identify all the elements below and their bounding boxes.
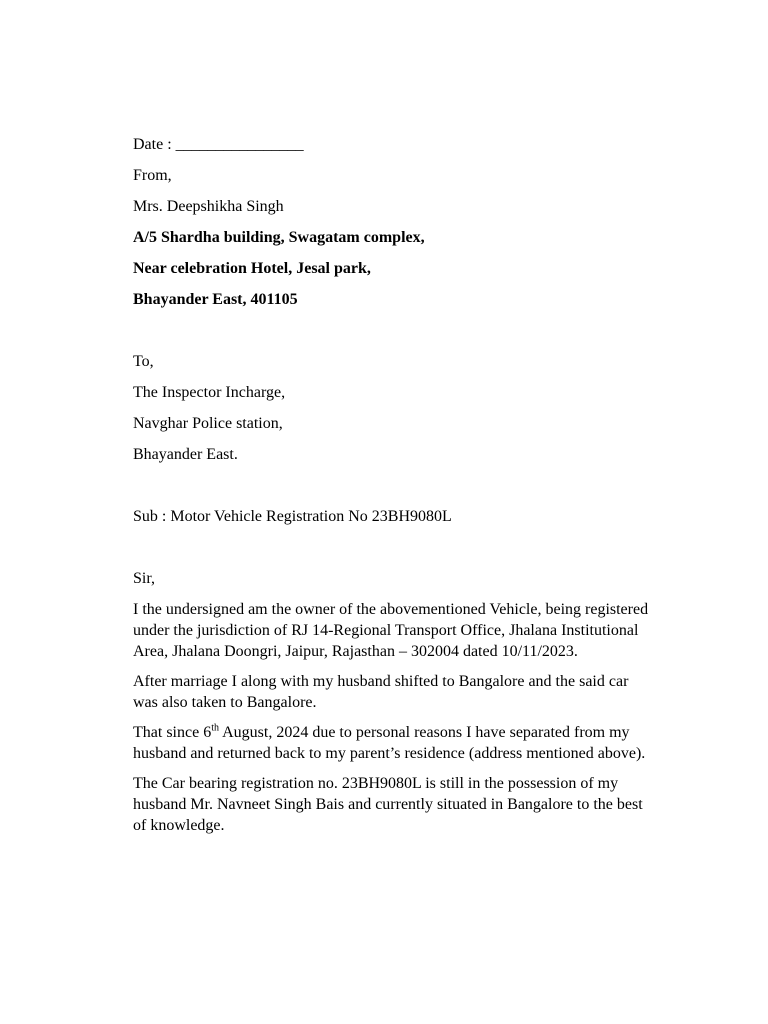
recipient-line-2: Navghar Police station, <box>133 415 283 432</box>
recipient-line-3: Bhayander East. <box>133 446 238 463</box>
spacer <box>133 475 653 506</box>
sender-address-line-1: A/5 Shardha building, Swagatam complex, <box>133 229 425 246</box>
paragraph-3-start: That since 6 <box>133 724 212 741</box>
body-paragraph-4: The Car bearing registration no. 23BH9080L is still in the possession of my husband Mr. Navneet Singh Bais and currently situated in Bangalore to the best of knowledge. <box>133 775 643 834</box>
salutation: Sir, <box>133 570 156 587</box>
sender-name: Mrs. Deepshikha Singh <box>133 198 284 215</box>
from-label: From, <box>133 167 172 184</box>
date-line: Date : ________________ <box>133 136 304 153</box>
to-label: To, <box>133 353 154 370</box>
sender-address-line-3: Bhayander East, 401105 <box>133 291 298 308</box>
letter-body <box>133 134 653 845</box>
sender-address-line-2: Near celebration Hotel, Jesal park, <box>133 260 371 277</box>
paragraph-3-rest: August, 2024 due to personal reasons I have separated from my husband and returned back to my parent’s residence (address mentioned above). <box>133 724 646 762</box>
spacer <box>133 320 653 351</box>
body-paragraph-3 <box>133 722 653 764</box>
body-paragraph-2: After marriage I along with my husband shifted to Bangalore and the said car was also taken to Bangalore. <box>133 673 629 711</box>
body-paragraph-1: I the undersigned am the owner of the abovementioned Vehicle, being registered under the jurisdiction of RJ 14-Regional Transport Office, Jhalana Institutional Area, Jhalana Doongri, Jaipur, Rajasthan – 302004 dated 10/11/2023. <box>133 601 649 660</box>
subject-line: Sub : Motor Vehicle Registration No 23BH9080L <box>133 508 452 525</box>
spacer <box>133 537 653 568</box>
recipient-line-1: The Inspector Incharge, <box>133 384 286 401</box>
ordinal-suffix: th <box>211 722 219 734</box>
